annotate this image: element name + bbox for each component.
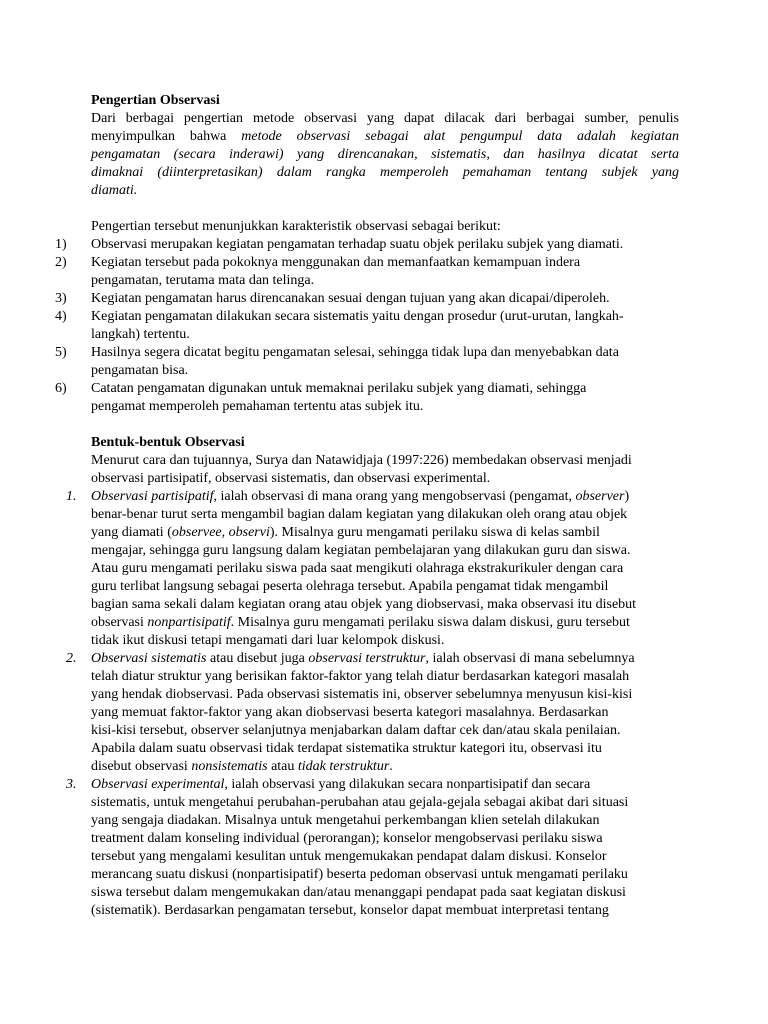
paragraph-line: dimaknai (diinterpretasikan) dalam rangka memperoleh pemahaman tentang subjek yang: [91, 165, 679, 180]
list-item-line: yang sengaja diadakan. Misalnya untuk mengetahui perkembangan klien setelah dilakukan: [91, 813, 600, 828]
text-run: ): [624, 489, 630, 504]
italic-text-run: observasi terstruktur: [308, 651, 426, 666]
text-run: atau disebut juga: [206, 651, 309, 666]
list-number: 2): [55, 255, 67, 270]
list-item-line: tersebut yang mengalami kesulitan untuk mengemukakan pendapat dalam diskusi. Konselor: [91, 849, 607, 864]
paragraph-line: observasi partisipatif, observasi sistematis, dan observasi experimental.: [91, 471, 491, 486]
list-item-line: [91, 650, 635, 668]
list-item-line: [91, 524, 600, 542]
text-run: observasi: [91, 615, 148, 630]
paragraph-line: [91, 128, 679, 146]
list-number: 6): [55, 381, 67, 396]
list-number: 4): [55, 309, 67, 324]
list-item-line: Kegiatan pengamatan dilakukan secara sistematis yaitu dengan prosedur (urut-urutan, langkah-: [91, 309, 624, 324]
list-item-line: telah diatur struktur yang berisikan faktor-faktor yang telah diatur berdasarkan kategori masalah: [91, 669, 630, 684]
list-item-line: Atau guru mengamati perilaku siswa pada saat mengikuti olahraga ekstrakurikuler dengan cara: [91, 561, 624, 576]
list-item-line: kisi-kisi tersebut, observer selanjutnya menjabarkan dalam daftar cek dan/atau skala penilaian.: [91, 723, 621, 738]
list-item-line: Apabila dalam suatu observasi tidak terdapat sistematika struktur kategori itu, observasi itu: [91, 741, 602, 756]
list-item-line: Hasilnya segera dicatat begitu pengamatan selesai, sehingga tidak lupa dan menyebabkan data: [91, 345, 619, 360]
list-item-line: treatment dalam konseling individual (perorangan); konselor mengobservasi perilaku siswa: [91, 831, 603, 846]
list-item-line: Observasi merupakan kegiatan pengamatan terhadap suatu objek perilaku subjek yang diamati.: [91, 237, 624, 252]
paragraph-line: Menurut cara dan tujuannya, Surya dan Natawidjaja (1997:226) membedakan observasi menjadi: [91, 453, 632, 468]
list-item-line: [91, 488, 629, 506]
text-run: .: [389, 759, 393, 774]
list-item-line: pengamatan bisa.: [91, 363, 189, 378]
italic-text-run: Observasi sistematis: [91, 651, 207, 666]
italic-text-run: Observasi experimental: [91, 777, 225, 792]
text-run: ). Misalnya guru mengamati perilaku siswa di kelas sambil: [269, 525, 600, 540]
list-item-line: [91, 614, 630, 632]
list-item-line: (sistematik). Berdasarkan pengamatan tersebut, konselor dapat membuat interpretasi tentang: [91, 903, 609, 918]
italic-text-run: observer: [575, 489, 625, 504]
list-item-line: bagian sama sekali dalam kegiatan orang atau objek yang diobservasi, maka observasi itu disebut: [91, 597, 637, 612]
text-run: disebut observasi: [91, 759, 192, 774]
list-item-line: merancang suatu diskusi (nonpartisipatif) beserta pedoman observasi untuk mengamati perilaku: [91, 867, 628, 882]
paragraph-line: pengamatan (secara inderawi) yang direncanakan, sistematis, dan hasilnya dicatat serta: [91, 147, 679, 162]
list-item-line: mengajar, sehingga guru langsung dalam kegiatan pembelajaran yang dilakukan guru dan siswa.: [91, 543, 631, 558]
italic-text-run: observee, observi: [171, 525, 270, 540]
list-item-line: guru terlibat langsung sebagai peserta olehraga tersebut. Apabila pengamat tidak mengambil: [91, 579, 609, 594]
list-number: 3.: [66, 777, 77, 792]
list-item-line: pengamat memperoleh pemahaman tertentu atas subjek itu.: [91, 399, 424, 414]
list-number: 1.: [66, 489, 77, 504]
list-item-line: sistematis, untuk mengetahui perubahan-perubahan atau gejala-gejala sebagai akibat dari situasi: [91, 795, 629, 810]
italic-text-run: tidak terstruktur: [297, 759, 390, 774]
text-run: atau: [267, 759, 298, 774]
italic-text-run: nonsistematis: [191, 759, 268, 774]
italic-text-run: Observasi partisipatif: [91, 489, 214, 504]
list-item-line: siswa tersebut dalam mengemukakan dan/atau menanggapi pendapat pada saat kegiatan diskusi: [91, 885, 626, 900]
list-item-line: Kegiatan tersebut pada pokoknya menggunakan dan memanfaatkan kemampuan indera: [91, 255, 581, 270]
text-run: , ialah observasi di mana orang yang mengobservasi (pengamat,: [213, 489, 576, 504]
text-run: , ialah observasi yang dilakukan secara nonpartisipatif dan secara: [224, 777, 591, 792]
list-item-line: benar-benar turut serta mengambil bagian dalam kegiatan yang dilakukan oleh orang atau objek: [91, 507, 628, 522]
text-run: . Misalnya guru mengamati perilaku siswa dalam diskusi, guru tersebut: [230, 615, 630, 630]
paragraph-line: diamati.: [91, 183, 138, 198]
list-item-line: pengamatan, terutama mata dan telinga.: [91, 273, 315, 288]
list-number: 2.: [66, 651, 77, 666]
list-item-line: yang hendak diobservasi. Pada observasi sistematis ini, observer sebelumnya menyusun kisi-kisi: [91, 687, 633, 702]
italic-text-run: metode observasi sebagai alat pengumpul data adalah kegiatan: [241, 129, 680, 144]
text-run: yang diamati (: [91, 525, 172, 540]
list-item-line: langkah) tertentu.: [91, 327, 190, 342]
list-item-line: [91, 776, 590, 794]
list-number: 3): [55, 291, 67, 306]
list-item-line: Kegiatan pengamatan harus direncanakan sesuai dengan tujuan yang akan dicapai/diperoleh.: [91, 291, 610, 306]
list-item-line: Catatan pengamatan digunakan untuk memaknai perilaku subjek yang diamati, sehingga: [91, 381, 587, 396]
italic-text-run: nonpartisipatif: [147, 615, 231, 630]
list-item-line: [91, 758, 393, 776]
text-run: menyimpulkan bahwa: [91, 129, 242, 144]
list-lead-text: Pengertian tersebut menunjukkan karakteristik observasi sebagai berikut:: [91, 219, 501, 234]
section-heading-bentuk: Bentuk-bentuk Observasi: [91, 435, 245, 450]
paragraph-line: Dari berbagai pengertian metode observasi yang dapat dilacak dari berbagai sumber, penulis: [91, 111, 679, 126]
section-heading-pengertian: Pengertian Observasi: [91, 93, 220, 108]
list-number: 1): [55, 237, 67, 252]
list-item-line: yang memuat faktor-faktor yang akan diobservasi beserta kategori masalahnya. Berdasarkan: [91, 705, 609, 720]
list-item-line: tidak ikut diskusi tetapi mengamati dari luar kelompok diskusi.: [91, 633, 445, 648]
list-number: 5): [55, 345, 67, 360]
text-run: , ialah observasi di mana sebelumnya: [425, 651, 635, 666]
